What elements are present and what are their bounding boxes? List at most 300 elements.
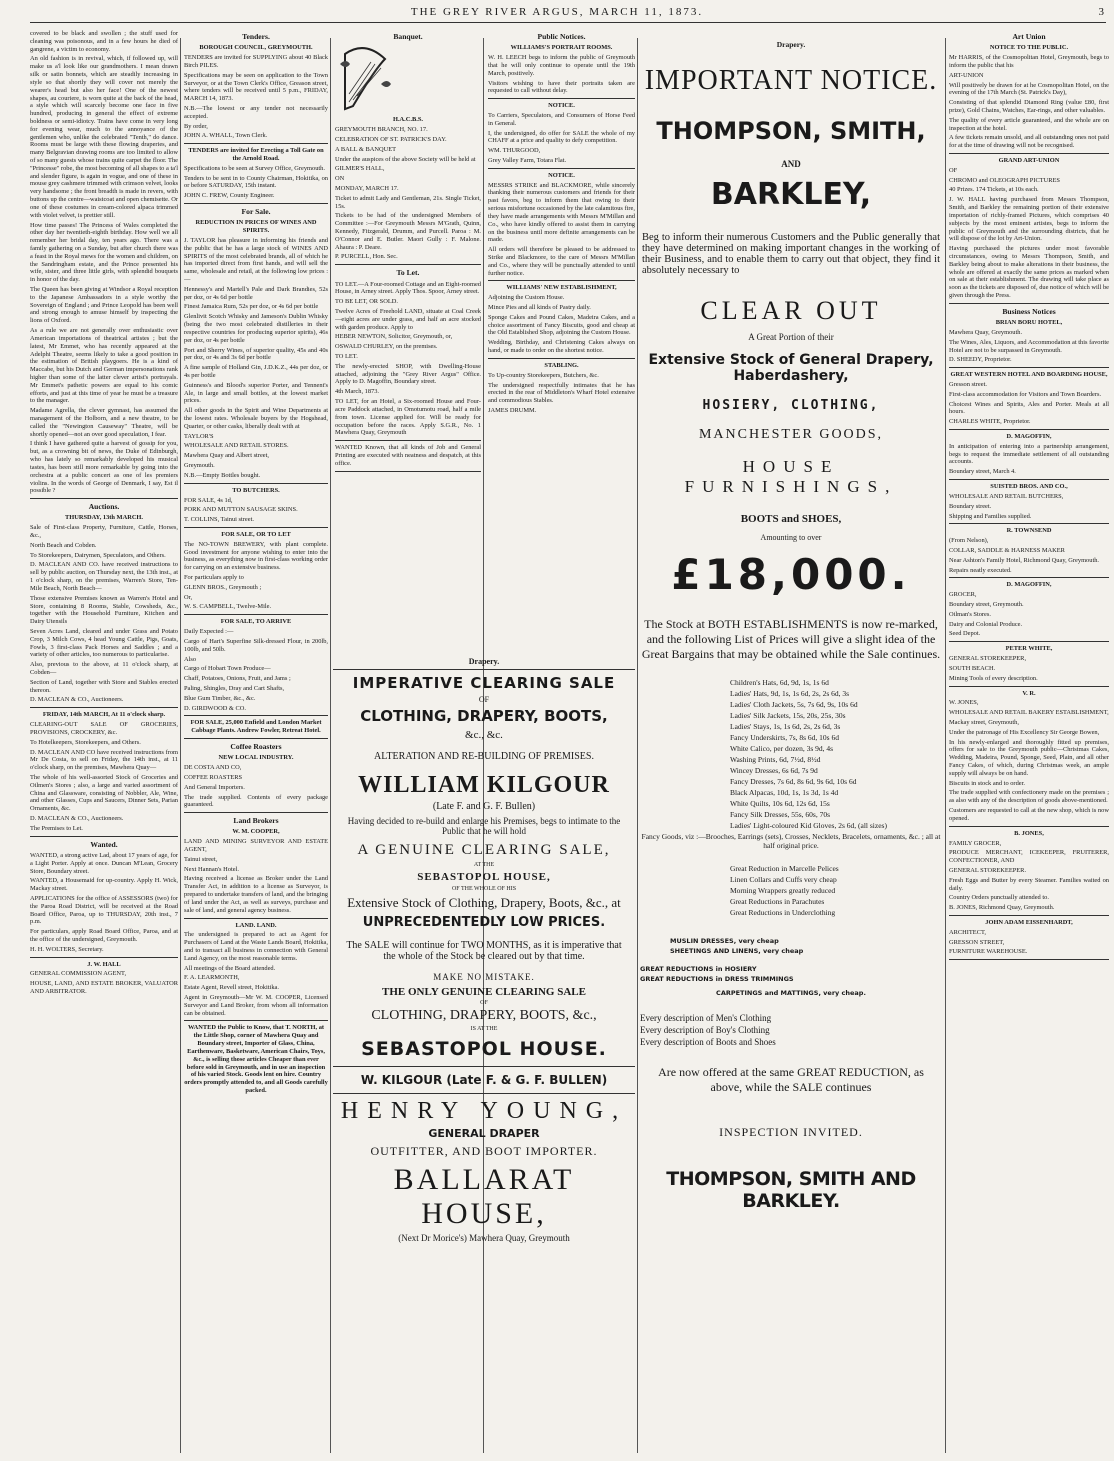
williams-bakery-notice xyxy=(488,284,635,355)
ad-line: (From Nelson), xyxy=(949,537,989,545)
kilgour-signature: W. KILGOUR (Late F. & G. F. BULLEN) xyxy=(360,1073,608,1087)
ad-line: PETER WHITE, xyxy=(1005,645,1053,653)
ad-line: GRESSON STREET, xyxy=(949,938,1005,946)
ad-line: WILLIAMS'S PORTRAIT ROOMS. xyxy=(510,44,613,52)
ad-line: D. MAGOFFIN, xyxy=(1006,433,1052,440)
auction-notice xyxy=(30,711,178,832)
ad-line: TENDERS are invited for Erecting a Toll Gate on the Arnold Road. xyxy=(188,147,324,162)
ad-line: As a rule we are not generally over enthusiastic over American importations of theatrical artistes ; but the latest, Mr Emmet, who has recently appeared at the Adelphi Theatre, seems likely to take a good position in the estimation of British playgoers. He is a kind of Maccabe, but his Dutch and German impersonations rank higher than some of the latter clever artist's portrayals. Mr Emmet's pathetic powers are equal to his comic efforts, and just at this time of year he must be a treasure to the manager. xyxy=(30,327,178,405)
section-land-brokers: Land Brokers xyxy=(233,816,279,826)
ad-line: D. MACLEAN AND CO. have received instructions to sell by public auction, on Thursday next, the 13th inst., at 1 o'clock sharp, on the premises, Warren's Store, Ten-Mile Beach, North Beach— xyxy=(30,561,178,592)
kilgour-etc: &c., &c. xyxy=(465,729,503,741)
ad-line: MESSRS STRIKE and BLACKMORE, while sincerely thanking their numerous customers and friends for their past favors, beg to inform them that owing to their serious misfortune occasioned by the late calamitous fire, they have made arrangements with Messrs M'Millan and Co., who have kindly offered to assist them in carrying on the business until more definite arrangements can be made. xyxy=(488,181,635,244)
ad-line: DE COSTA AND CO, xyxy=(184,764,242,772)
ad-line: Fancy Silk Dresses, 55s, 60s, 70s xyxy=(730,810,831,819)
business-notice xyxy=(949,319,1109,364)
ad-line: Near Ashton's Family Hotel, Richmond Quay, Greymouth. xyxy=(949,556,1100,564)
ad-line: GREYMOUTH BRANCH, NO. 17. xyxy=(335,126,428,134)
ad-line: JOHN C. FREW, County Engineer. xyxy=(184,192,275,200)
ad-line: B. JONES, Richmond Quay, Greymouth. xyxy=(949,904,1055,912)
section-drapery-2: Drapery. xyxy=(776,40,806,49)
ad-line: To Up-country Storekeepers, Butchers, &c. xyxy=(488,371,599,379)
strike-blackmore-notice xyxy=(488,172,635,278)
masthead-rule xyxy=(30,22,1106,23)
ad-line: Great Reductions in Underclothing xyxy=(730,908,836,917)
business-notice xyxy=(949,830,1109,912)
ad-line: WHOLESALE AND RETAIL BUTCHERS, xyxy=(949,492,1064,500)
cooper-ad xyxy=(184,828,328,914)
ad-line: GREAT WESTERN HOTEL AND BOARDING HOUSE, xyxy=(950,371,1108,379)
kilgour-at-the: AT THE xyxy=(473,862,495,868)
ad-line: Twelve Acres of Freehold LAND, situate at Coal Creek—eight acres are under grass, and half an acre stocked with garden produce. Apply to xyxy=(335,307,481,331)
land-agent-ad xyxy=(184,922,328,1018)
ad-line: Blue Gum Timber, &c., &c. xyxy=(184,694,256,702)
ad-line: TENDERS are invited for SUPPLYING about 40 Black Birch PILES. xyxy=(184,54,328,69)
ad-line: Sponge Cakes and Pound Cakes, Madeira Cakes, and a choice assortment of Fancy Biscuits, good and cheap at the Old Established Shop, adjoining the Custom House. xyxy=(488,313,635,337)
ad-line: J. W. HALL having purchased from Messrs Thompson, Smith, and Barkley the remaining portion of their extensive importation of richly-framed Pictures, which comprises 40 subjects by the most eminent artistes, begs to inform the public of Greymouth and the surrounding districts, that he will dispose of the lot by Art-Union. xyxy=(949,196,1109,243)
ad-line: THURSDAY, 13th MARCH. xyxy=(65,514,143,522)
ad-line: White Quilts, 10s 6d, 12s 6d, 15s xyxy=(730,799,830,808)
ad-line: GENERAL STOREKEEPER. xyxy=(949,866,1027,874)
ad-line: For particulars apply to xyxy=(184,574,244,581)
kilgour-stock: Extensive Stock of Clothing, Drapery, Boots, &c., at xyxy=(347,895,621,910)
ad-line: I think I have gathered quite a harvest of gossip for you, but, as a crowning bit of news, the Duke of Edinburgh, who has lately so remarkably developed his musical tastes, has been still more remarkable by going into the orchestra at a public concert as one of les premiers violins. In the words of George of Denmark, I say, Est il possible ? xyxy=(30,440,178,495)
ad-line: WANTED the Public to Know, that T. NORTH, at the Little Shop, corner of Mawhera Quay and Boundary street, Importer of Glass, China, Earthenware, Basketware, American Chairs, Toys, &c., is selling those articles Cheaper than ever before sold in Greymouth, and in use an inspection of his varied Stock. Goods lent on hire. Country orders promptly attended to, and all Goods carefully packed. xyxy=(184,1024,328,1094)
harp-icon xyxy=(335,44,395,114)
ad-line: Next Hannan's Hotel. xyxy=(184,865,239,873)
thompson-signature: THOMPSON, SMITH AND BARKLEY. xyxy=(666,1168,916,1212)
ad-line: Guinness's and Blood's superior Porter, and Tennent's Ale, in large and small bottles, at the lowest market prices. xyxy=(184,381,328,405)
grand-art-union xyxy=(949,157,1109,300)
ad-line: WANTED Known, that all kinds of Job and General Printing are executed with neatness and despatch, at this office. xyxy=(335,444,481,467)
to-let-notices xyxy=(335,281,481,438)
kilgour-house2: SEBASTOPOL HOUSE. xyxy=(361,1038,607,1060)
ad-line: H. H. WOLTERS, Secretary. xyxy=(30,945,104,953)
ad-line: The undersigned is prepared to act as Agent for Purchasers of Land at the Waste Lands Board, Hokitika, and to transact all business in connection with General Land Agency, on the most reasonable terms. xyxy=(184,931,328,962)
ad-line: All meetings of the Board attended. xyxy=(184,964,276,972)
ad-line: Sale of First-class Property, Furniture, Cattle, Horses, &c., xyxy=(30,524,178,539)
brewery-ad xyxy=(184,531,328,611)
ad-line: In his newly-enlarged and thoroughly fitted up premises, offers for sale to the Greymouth public—Christmas Cakes, Wedding, Madeira, Pound, Sponge, Seed, Plain, and all other Fancy Cakes, of which, during Christmas week, an ample supply will always be on hand. xyxy=(949,738,1109,777)
ad-line: Biscuits in stock and to order. xyxy=(949,779,1025,787)
section-public-notices: Public Notices. xyxy=(537,32,586,41)
ad-line: Agent in Greymouth—Mr W. M. COOPER, Licensed Surveyor and Land Broker, from whom all information can be obtained. xyxy=(184,994,328,1017)
ad-line: Every description of Boy's Clothing xyxy=(640,1025,770,1035)
ad-line: SOUTH BEACH. xyxy=(949,664,996,672)
ad-line: BRIAN BORU HOTEL, xyxy=(995,319,1063,327)
hosiery-clothing: HOSIERY, CLOTHING, xyxy=(702,398,880,413)
ad-line: WANTED, a strong active Lad, about 17 years of age, for a Light Porter. Apply at once. Duncan M'Lean, Grocery Store, Boundary street. xyxy=(30,851,178,875)
business-notice xyxy=(949,433,1109,476)
ad-line: GREAT REDUCTIONS in HOSIERY xyxy=(640,965,757,973)
ad-line: Under the patronage of His Excellency Sir George Bowen, xyxy=(949,728,1100,736)
thompson-intro: Beg to inform their numerous Customers and the Public generally that they have determined on making important changes in the working of their Business, and to enable them to carry out that object, they find it absolutely necessary to xyxy=(642,232,940,276)
stabling-notice xyxy=(488,362,635,415)
section-tenders: Tenders. xyxy=(242,32,270,41)
young-address: (Next Dr Morice's) Mawhera Quay, Greymouth xyxy=(398,1233,570,1243)
ad-line: Mackay street, Greymouth, xyxy=(949,718,1019,726)
ad-line: GREAT REDUCTIONS in DRESS TRIMMINGS xyxy=(640,975,794,983)
ad-line: LAND. LAND. xyxy=(235,921,277,929)
ad-line: Also xyxy=(184,655,197,663)
ad-line: Ladies' Stays, 1s, 1s 6d, 2s, 2s 6d, 3s xyxy=(730,722,841,731)
column-rule xyxy=(637,38,638,1453)
ad-line: North Beach and Cobden. xyxy=(30,541,97,549)
ad-line: TO LET, for an Hotel, a Six-roomed House and Four-acre Paddock attached, in Omotumotu road, half a mile from town. License applied for. Will be ready for occupation before the races. Apply S.G.R., No. 1 Mawhera Quay, Greymouth xyxy=(335,398,481,437)
ad-line: T. COLLINS, Tainui street. xyxy=(184,516,254,524)
ad-line: W. S. CAMPBELL, Twelve-Mile. xyxy=(184,603,272,611)
thompson-advertisement xyxy=(640,38,942,1458)
ad-line: SHEETINGS AND LINENS, very cheap xyxy=(670,947,804,955)
ad-line: FOR SALE, 4s 1d, xyxy=(184,496,233,504)
kilgour-of: OF xyxy=(478,695,490,704)
young-house: BALLARAT HOUSE, xyxy=(393,1163,575,1230)
ad-line: To Carriers, Speculators, and Consumers of Horse Feed in General. xyxy=(488,111,635,127)
ad-line: WANTED, a Housemaid for up-country. Apply H. Wick, Mackay street. xyxy=(30,877,178,893)
harris-art-union xyxy=(949,44,1109,150)
price-list xyxy=(730,678,942,830)
ad-line: Washing Prints, 6d, 7½d, 8½d xyxy=(730,755,821,764)
ad-line: Children's Hats, 6d, 9d, 1s, 1s 6d xyxy=(730,678,829,687)
section-auctions: Auctions. xyxy=(88,502,120,512)
ad-line: D. GIRDWOOD & CO. xyxy=(184,704,246,712)
ad-line: FRIDAY, 14th MARCH, At 11 o'clock sharp. xyxy=(42,711,166,719)
ad-line: Fancy Underskirts, 7s, 8s 6d, 10s 6d xyxy=(730,733,839,742)
ad-line: W. M. COOPER, xyxy=(232,828,280,836)
ad-line: NEW LOCAL INDUSTRY. xyxy=(218,754,294,762)
ad-line: Having received a license as Broker under the Land Transfer Act, in addition to a license as Surveyor, is prepared to undertake transfers of land, and the bringing of land under the Act, as well as surveys, purchase and sale of land, and general agency business. xyxy=(184,875,328,914)
ad-line: Every description of Boots and Shoes xyxy=(640,1037,776,1047)
business-notice xyxy=(949,581,1109,638)
ad-line: FURNITURE WAREHOUSE. xyxy=(949,948,1028,956)
ad-line: Under the auspices of the above Society will be held at xyxy=(335,155,476,163)
business-notice xyxy=(949,371,1109,426)
ad-line: White Calico, per dozen, 3s 9d, 4s xyxy=(730,744,834,753)
ad-line: FAMILY GROCER, xyxy=(949,839,1002,847)
business-notice xyxy=(949,483,1109,520)
ad-line: Shipping and Families supplied. xyxy=(949,512,1032,520)
ad-line: A few tickets remain unsold, and all outstanding ones not paid for at the time of drawing will not be recognised. xyxy=(949,134,1109,150)
ad-line: ON xyxy=(335,175,345,183)
ad-line: GROCER, xyxy=(949,591,977,599)
wanted-notices xyxy=(30,852,178,954)
column-1 xyxy=(30,30,178,1455)
ad-line: Madame Agrella, the clever gymnast, has assumed the management of the Holborn, and a new theatre, to be called the "Newington Causeway" Theatre, will be shortly opened—not an over good speculation, I fear. xyxy=(30,407,178,438)
ad-line: TO LET.—A Four-roomed Cottage and an Eight-roomed House, in Arney street. Apply Thos. Spoor, Arney street. xyxy=(335,280,481,296)
ad-line: ARCHITECT, xyxy=(949,928,986,936)
ad-line: Specifications to be seen at Survey Office, Greymouth. xyxy=(184,164,325,172)
ad-line: GILMER'S HALL, xyxy=(335,165,385,173)
ad-line: First-class accommodation for Visitors and Town Boarders. xyxy=(949,390,1102,398)
kilgour-mistake: MAKE NO MISTAKE. xyxy=(433,972,535,982)
ad-line: Mr HARRIS, of the Cosmopolitan Hotel, Greymouth, begs to inform the public that his xyxy=(949,54,1109,69)
firm-and: AND xyxy=(781,159,801,169)
kilgour-alteration: ALTERATION AND RE-BUILDING OF PREMISES. xyxy=(374,751,594,762)
every-description-list xyxy=(640,1013,942,1047)
coffee-ad xyxy=(184,754,328,809)
young-trade: GENERAL DRAPER xyxy=(428,1127,540,1140)
section-to-let: To Let. xyxy=(396,268,420,278)
remarked-notice: The Stock at BOTH ESTABLISHMENTS is now re-marked, and the following List of Prices will give a slight idea of the Great Bargains that may be obtained while the Sale continues. xyxy=(641,617,941,661)
ad-line: Mining Tools of every description. xyxy=(949,674,1038,682)
ad-line: Linen Collars and Cuffs very cheap xyxy=(730,875,837,884)
total-amount: £18,000. xyxy=(671,550,911,599)
ad-line: Finest Jamaica Rum, 52s per doz, or 4s 6d per bottle xyxy=(184,303,319,311)
ad-line: Ladies' Light-coloured Kid Gloves, 2s 6d, (all sizes) xyxy=(730,821,887,830)
ad-line: The undersigned respectfully intimates that he has erected in the rear of Middleton's Wharf Hotel extensive and commodious Stables. xyxy=(488,381,635,405)
ad-line: D. MAGOFFIN, xyxy=(1006,581,1052,589)
kilgour-headline: IMPERATIVE CLEARING SALE xyxy=(352,674,616,692)
ad-line: Tickets to be had of the undersigned Members of Committee :—For Greymouth Messrs M'Grath, Quinn, Kennedy, Fitzgerald, Drumm, and Purcell. Paroa : M. O'Connor and E. Butler. Maori Gully : F. Malone. Ahaura : P. Deare. xyxy=(335,212,481,251)
ad-line: Cargo of Hart's Superfine Silk-dressed Flour, in 200lb, 100lb, and 50lb. xyxy=(184,637,328,653)
ad-line: Chaff, Potatoes, Onions, Fruit, and Jams ; xyxy=(184,675,291,683)
ad-line: Having purchased the pictures under most favorable circumstances, owing to Messrs Thompson, Smith, and Barkley being about to make alterations in their business, the whole are offered at exactly the same prices as marked when on sale at their establishment. The drawing will take place as soon as the tickets are disposed of, due notice of which will be given through the Press. xyxy=(949,245,1109,299)
ad-line: Boundary street. xyxy=(949,502,992,510)
ad-line: Paling, Shingles, Dray and Cart Shafts, xyxy=(184,684,285,692)
ad-line: 40 Prizes. 174 Tickets, at 10s each. xyxy=(949,186,1039,194)
ad-line: The Wines, Ales, Liquors, and Accommodation at this favorite Hotel are not to be surpassed in Greymouth. xyxy=(949,338,1109,354)
ad-line: PORK AND MUTTON SAUSAGE SKINS. xyxy=(184,506,298,514)
ad-line: Wincey Dresses, 6s 6d, 7s 9d xyxy=(730,766,818,775)
ad-line: TAYLOR'S xyxy=(184,432,214,440)
ad-line: Mawhera Quay, Greymouth. xyxy=(949,328,1023,336)
ad-line: APPLICATIONS for the office of ASSESSORS (two) for the Paroa Road District, will be received at the Road Board Office, Paroa, up to THURSDAY, 20th inst., 7 p.m. xyxy=(30,894,178,926)
business-notice xyxy=(949,645,1109,682)
printing-notice xyxy=(335,444,481,467)
business-notice xyxy=(949,690,1109,823)
hall-agent-ad xyxy=(30,961,178,996)
ad-line: WHOLESALE AND RETAIL BAKERY ESTABLISHMENT, xyxy=(949,709,1109,717)
ad-line: Boundary street, March 4. xyxy=(949,468,1016,476)
firm-name-2: BARKLEY, xyxy=(710,177,872,212)
ad-line: W. H. LEECH begs to inform the public of Greymouth that he will only continue to operate until the 19th March, positively. xyxy=(488,54,635,77)
kilgour-of2: OF xyxy=(480,1000,488,1006)
ad-line: Section of Land, together with Store and Stables erected thereon. xyxy=(30,678,178,694)
kilgour-house: SEBASTOPOL HOUSE, xyxy=(417,871,551,883)
ad-line: Black Alpacas, 10d, 1s, 1s 3d, 1s 4d xyxy=(730,788,839,797)
ad-line: Tainui street, xyxy=(184,855,218,863)
ad-line: Oilman's Stores. xyxy=(949,610,991,618)
ad-line: covered to be black and swollen ; the stuff used for cleaning was poisonous, and in a few hours he died of gangrene, a victim to economy. xyxy=(30,30,178,53)
gossip-article xyxy=(30,30,178,495)
ad-line: FOR SALE, 25,000 Enfield and London Market Cabbage Plants. Andrew Fowler, Retreat Hotel. xyxy=(190,719,322,735)
ad-line: CLEARING-OUT SALE OF GROCERIES, PROVISIONS, CROCKERY, &c. xyxy=(30,721,178,736)
ad-line: ART-UNION xyxy=(949,71,984,79)
ad-line: OF xyxy=(949,166,958,174)
ad-line: D. SHEEDY, Proprietor. xyxy=(949,356,1012,364)
chaff-notice xyxy=(488,102,635,165)
ad-line: Adjoining the Custom House. xyxy=(488,294,565,302)
ad-line: I, the undersigned, do offer for SALE the whole of my CHAFF at a price and quality to defy competition. xyxy=(488,129,635,145)
ad-line: Mince Pies and all kinds of Pastry daily. xyxy=(488,304,591,311)
ad-line: P. PURCELL, Hon. Sec. xyxy=(335,253,398,261)
ad-line: TO BUTCHERS. xyxy=(232,486,280,494)
newspaper-title: THE GREY RIVER ARGUS, MARCH 11, 1873. xyxy=(410,6,704,18)
kilgour-late: (Late F. and G. F. Bullen) xyxy=(432,801,536,812)
manchester-goods: MANCHESTER GOODS, xyxy=(698,427,884,442)
kilgour-goods: CLOTHING, DRAPERY, BOOTS, xyxy=(360,707,608,725)
ad-line: Mawhera Quay and Albert street, xyxy=(184,452,269,460)
kilgour-intro: Having decided to re-build and enlarge his Premises, begs to intimate to the Public that he will hold xyxy=(347,816,621,836)
ad-line: Fresh Eggs and Butter by every Steamer. Families waited on daily. xyxy=(949,876,1109,892)
ad-line: Specifications may be seen on application to the Town Surveyor, or at the Town Clerk's Office, Greason street, where tenders will be received until 5 p.m., FRIDAY, MARCH 14, 1873. xyxy=(184,71,328,103)
ad-line: The Queen has been giving at Windsor a Royal reception to the Japanese Ambassadors in a style worthy the Sovereign of England ; and Prince Leopold has been well and strong enough to amuse himself by inspecting the lions of Oxford. xyxy=(30,286,178,325)
ad-line: N.B.—Empty Bottles bought. xyxy=(184,471,261,479)
ad-line: D. MACLEAN AND CO have received instructions from Mr De Costa, to sell on Friday, the 14th inst., at 11 o'clock sharp, on the premises, Mawhera Quay— xyxy=(30,748,178,772)
ad-line: NOTICE. xyxy=(548,102,575,110)
column-7 xyxy=(949,30,1109,1455)
kilgour-low-prices: UNPRECEDENTEDLY LOW PRICES. xyxy=(362,915,606,930)
auction-notice xyxy=(30,514,178,704)
ad-line: Cargo of Hobart Town Produce— xyxy=(184,665,271,673)
ad-line: Boundary street, Greymouth. xyxy=(949,601,1024,608)
ad-line: To Hotelkeepers, Storekeepers, and Others. xyxy=(30,738,141,746)
tender-notice xyxy=(184,147,328,200)
banquet-notice xyxy=(335,116,481,261)
ad-line: Also, previous to the above, at 11 o'clock sharp, at Cobden— xyxy=(30,661,178,676)
ad-line: Greymouth. xyxy=(184,462,215,470)
kilgour-two-months: The SALE will continue for TWO MONTHS, as it is imperative that the whole of the Stock be cleared out by that time. xyxy=(346,940,622,962)
ad-line: Gresson street. xyxy=(949,380,987,388)
ad-line: Glenlivit Scotch Whisky and Jameson's Dublin Whisky (being the two most celebrated distilleries in their respective countries for producing superior spirits), 46s per doz, or 4s per bottle xyxy=(184,313,328,344)
ad-line: N.B.—The lowest or any tender not necessarily accepted. xyxy=(184,104,328,120)
ad-line: GLENN BROS., Greymouth ; xyxy=(184,583,262,591)
ad-line: The quality of every article guaranteed, and the whole are on inspection at the hotel. xyxy=(949,116,1109,132)
section-banquet: Banquet. xyxy=(393,32,423,41)
ad-line: A BALL & BANQUET xyxy=(335,145,397,153)
ad-line: Fancy Dresses, 7s 6d, 8s 6d, 9s 6d, 10s 6d xyxy=(730,777,857,786)
ad-line: TO BE LET, OR SOLD. xyxy=(335,298,398,306)
ad-line: Grey Valley Farm, Totara Flat. xyxy=(488,157,567,164)
ad-line: WM. THURGOOD, xyxy=(488,147,541,155)
ad-line: SUISTED BROS. AND CO., xyxy=(990,483,1068,491)
ad-line: 4th March, 1873. xyxy=(335,388,380,396)
page-number: 3 xyxy=(1098,6,1106,18)
muslin-list xyxy=(670,937,942,955)
ad-line: GENERAL STOREKEEPER, xyxy=(949,655,1027,663)
ad-line: Dairy and Colonial Produce. xyxy=(949,620,1023,628)
business-notices xyxy=(949,319,1109,960)
ad-line: Morning Wrappers greatly reduced xyxy=(730,886,836,895)
ad-line: To Storekeepers, Dairymen, Speculators, and Others. xyxy=(30,551,166,559)
ad-line: And General Importers. xyxy=(184,783,245,791)
taylor-wines-ad xyxy=(184,219,328,479)
ad-line: MUSLIN DRESSES, very cheap xyxy=(670,937,779,945)
ad-line: MONDAY, MARCH 17. xyxy=(335,184,399,192)
ad-line: Daily Expected :— xyxy=(184,628,234,636)
boots-shoes: BOOTS and SHOES, xyxy=(740,513,842,525)
ad-line: FOR SALE, TO ARRIVE xyxy=(220,618,292,626)
kilgour-genuine: A GENUINE CLEARING SALE, xyxy=(357,842,611,858)
ad-line: Wedding, Birthday, and Christening Cakes always on hand, or made to order on the shortest notice. xyxy=(488,339,635,355)
important-notice: IMPORTANT NOTICE. xyxy=(644,65,938,96)
ad-line: D. MACLEAN & CO., Auctioneers. xyxy=(30,815,124,822)
young-name: HENRY YOUNG, xyxy=(340,1098,628,1124)
ad-line: Great Reduction in Marcelle Pelices xyxy=(730,864,839,873)
column-3 xyxy=(335,30,481,650)
ad-line: Those extensive Premises known as Warren's Hotel and Store, containing 8 Rooms, Stable, Cowsheds, &c., together with the Household Furniture, Kitchen and Dairy Utensils xyxy=(30,594,178,626)
ad-line: A fine sample of Holland Gin, J.D.K.Z., 44s per doz, or 4s per bottle xyxy=(184,364,328,379)
ad-line: NOTICE TO THE PUBLIC. xyxy=(989,44,1069,52)
ad-line: By order, xyxy=(184,122,208,130)
ad-line: HEBER NEWTON, Solicitor, Greymouth, or, xyxy=(335,333,453,341)
house-furnishings: HOUSE FURNISHINGS, xyxy=(684,457,898,496)
ad-line: D. MACLEAN & CO., Auctioneers. xyxy=(30,696,124,704)
business-notice xyxy=(949,919,1109,956)
now-offered: Are now offered at the same GREAT REDUCTION, as above, while the SALE continues xyxy=(658,1065,924,1094)
inspection-invited: INSPECTION INVITED. xyxy=(719,1125,863,1139)
ad-line: GENERAL COMMISSION AGENT, xyxy=(30,970,127,978)
section-for-sale: For Sale. xyxy=(241,207,271,217)
kilgour-is-at: IS AT THE xyxy=(470,1026,498,1032)
ad-line: FOR SALE, OR TO LET xyxy=(221,530,291,538)
ad-line: The newly-erected SHOP, with Dwelling-House attached, adjoining the "Grey River Argus" Office. Apply to D. Magoffin, Boundary street. xyxy=(335,362,481,386)
kilgour-only: THE ONLY GENUINE CLEARING SALE xyxy=(382,986,586,998)
business-notice xyxy=(949,527,1109,574)
ad-line: Will positively be drawn for at he Cosmopolitan Hotel, on the evening of the 17th March (St. Patrick's Day), xyxy=(949,81,1109,97)
ad-line: Ladies' Hats, 9d, 1s, 1s 6d, 2s, 2s 6d, 3s xyxy=(730,689,850,698)
north-shop-ad xyxy=(184,1024,328,1094)
ad-line: Seed Depot. xyxy=(949,630,981,638)
ad-line: Estate Agent, Revell street, Hokitika. xyxy=(184,984,279,992)
ad-line: OSWALD CHURLEY, on the premises. xyxy=(335,343,438,351)
ad-line: Ladies' Silk Jackets, 15s, 20s, 25s, 30s xyxy=(730,711,846,720)
ad-line: All orders will therefore be pleased to be addressed to Strike and Blackmore, to the care of Messrs M'Millan and Co., where they will be punctually attended to until further notice. xyxy=(488,246,635,277)
ad-line: CHROMO and OLEOGRAPH PICTURES xyxy=(949,176,1060,184)
column-2 xyxy=(184,30,328,1455)
ad-line: An old fashion is in revival, which, if followed up, will make us a'l look like our grandmothers. I mean drawn silk or satin bonnets, which are steadily increasing in style so that shortly they will cover not merely the wearer's head but also her face! One of the newest shapes, au couriere, is worn quite at the back of the head, a style which will scarcely become one face in five hundred, producing in general the effect of extreme boldness or semi-idiotcy. Trains have come in very long for evening wear, much to the annoyance of the gentlemen who, unlike the celebrated "Tenth," do dance. Rooms must be large with these flowing draperies, and many Belgravian drawing rooms are too limited to allow of so many guests whose trains quite carpet the floor. The "Princesse" robe, the most becoming of all shapes to a ta'l and slender figure, is again in vogue, and one of these in mouse grey cashmere trimmed with crimson velvet, looks very handsome ; the front breadth is made in revers, with buttons up the centre—waistcoat and open chemisette. Or one of these costumes in cream-colored alpaca trimmed with violet velvet, is prettier still. xyxy=(30,55,178,219)
section-art-union: Art Union xyxy=(1012,32,1046,41)
ad-line: JAMES DRUMM. xyxy=(488,406,537,414)
ad-line: PRODUCE MERCHANT, ICEKEEPER, FRUITERER, CONFECTIONER, AND xyxy=(949,849,1109,865)
ad-line: GRAND ART-UNION xyxy=(998,157,1060,164)
ad-line: Country Orders punctually attended to. xyxy=(949,894,1049,902)
ad-line: Every description of Men's Clothing xyxy=(640,1013,772,1023)
ad-line: Ticket to admit Lady and Gentleman, 21s. Single Ticket, 15s. xyxy=(335,194,481,210)
amounting-to: Amounting to over xyxy=(760,533,822,542)
column-rule xyxy=(330,38,331,1453)
kilgour-goods2: CLOTHING, DRAPERY, BOOTS, &c., xyxy=(371,1008,597,1023)
kilgour-name: WILLIAM KILGOUR xyxy=(358,772,610,798)
ad-line: COLLAR, SADDLE & HARNESS MAKER xyxy=(949,546,1065,554)
ad-line: REDUCTION IN PRICES OF WINES AND SPIRITS. xyxy=(195,219,317,235)
ad-line: TO LET. xyxy=(335,353,358,360)
ad-line: HOUSE, LAND, AND ESTATE BROKER, VALUATOR AND ARBITRATOR. xyxy=(30,980,178,996)
ad-line: Repairs neatly executed. xyxy=(949,566,1012,574)
ad-line: Seven Acres Land, cleared and under Grass and Potato Crop, 3 Milch Cows, 4 head Young Cattle, Pigs, Goats, Fowls, 3 first-class Pack Horses and Saddles ; and a variety of other articles, too numerous to particularise. xyxy=(30,627,178,659)
section-drapery: Drapery. xyxy=(468,657,500,666)
section-wanted: Wanted. xyxy=(90,839,118,849)
portrait-rooms-notice xyxy=(488,44,635,95)
ad-line: R. TOWNSEND xyxy=(1006,527,1052,535)
ad-line: Choicest Wines and Spirits, Ales and Porter. Meals at all hours. xyxy=(949,400,1109,416)
kilgour-advertisement xyxy=(333,655,635,1455)
ad-line: Customers are requested to call at the new shop, which is now opened. xyxy=(949,807,1109,822)
ad-line: Great Reductions in Parachutes xyxy=(730,897,825,906)
cabbage-ad xyxy=(184,719,328,735)
ad-line: NOTICE. xyxy=(548,171,575,179)
column-4 xyxy=(488,30,635,650)
reductions-list xyxy=(730,864,942,917)
butchers-ad xyxy=(184,487,328,524)
ad-line: Or, xyxy=(184,593,193,601)
fancy-goods: Fancy Goods, viz :—Brooches, Earrings (sets), Crosses, Necklets, Bracelets, ornaments, &c. ; all at half original price. xyxy=(641,832,941,850)
ad-line: Consisting of that splendid Diamond Ring (value £80, first prize), Gold Chains, Watches, Ear-rings, and other valuables. xyxy=(949,99,1109,114)
ad-line: JOHN A. WHALL, Town Clerk. xyxy=(184,132,268,140)
ad-line: For particulars, apply Road Board Office, Paroa, and at the office of the undersigned, Greymouth. xyxy=(30,928,178,943)
ad-line: Hennessy's and Martell's Pale and Dark Brandies, 52s per doz, or 4s 6d per bottle xyxy=(184,285,328,301)
ad-line: H.A.C.B.S. xyxy=(392,116,423,124)
